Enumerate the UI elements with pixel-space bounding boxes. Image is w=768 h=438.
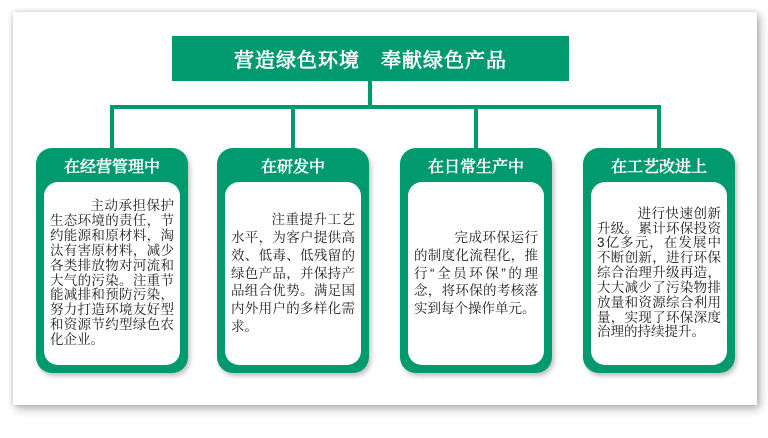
card-management-body (44, 182, 180, 365)
card-rnd-text: 注重提升工艺水平，为客户提供高效、低毒、低残留的绿色产品，并保持产品组合优势。满足国内外用户的多样化需求。 (231, 212, 355, 335)
connector-drop-1 (110, 105, 114, 152)
title-banner (172, 36, 569, 81)
card-rnd-body (225, 182, 361, 365)
connector-stem (368, 80, 372, 107)
connector-drop-2 (291, 105, 295, 152)
card-production-header: 在日常生产中 (427, 158, 524, 176)
page-title: 营造绿色环境 奉献绿色产品 (234, 50, 507, 72)
card-management (36, 148, 188, 373)
card-production-text: 完成环保运行的制度化流程化，推行“全员环保”的理念，将环保的考核落实到每个操作单元。 (414, 229, 538, 317)
connector-drop-4 (657, 105, 661, 152)
card-process-text: 进行快速创新升级。累计环保投资3亿多元，在发展中不断创新，进行环保综合治理升级再造，大大减少了污染物排放量和资源综合利用量，实现了环保深度治理的持续提升。 (597, 205, 721, 340)
card-rnd-header: 在研发中 (260, 158, 325, 176)
card-management-text: 主动承担保护生态环境的责任，节约能源和原材料，淘汰有害原材料，减少各类排放物对河流和大气的污染。注重节能减排和预防污染，努力打造环境友好型和资源节约型绿色农化企业。 (50, 198, 174, 347)
card-process-body (591, 182, 727, 365)
connector-drop-3 (474, 105, 478, 152)
connector-horizontal (110, 105, 661, 109)
card-management-header: 在经营管理中 (63, 158, 160, 176)
card-process (583, 148, 735, 373)
card-production (400, 148, 552, 373)
card-process-header: 在工艺改进上 (610, 158, 707, 176)
card-rnd (217, 148, 369, 373)
card-production-body (408, 182, 544, 365)
